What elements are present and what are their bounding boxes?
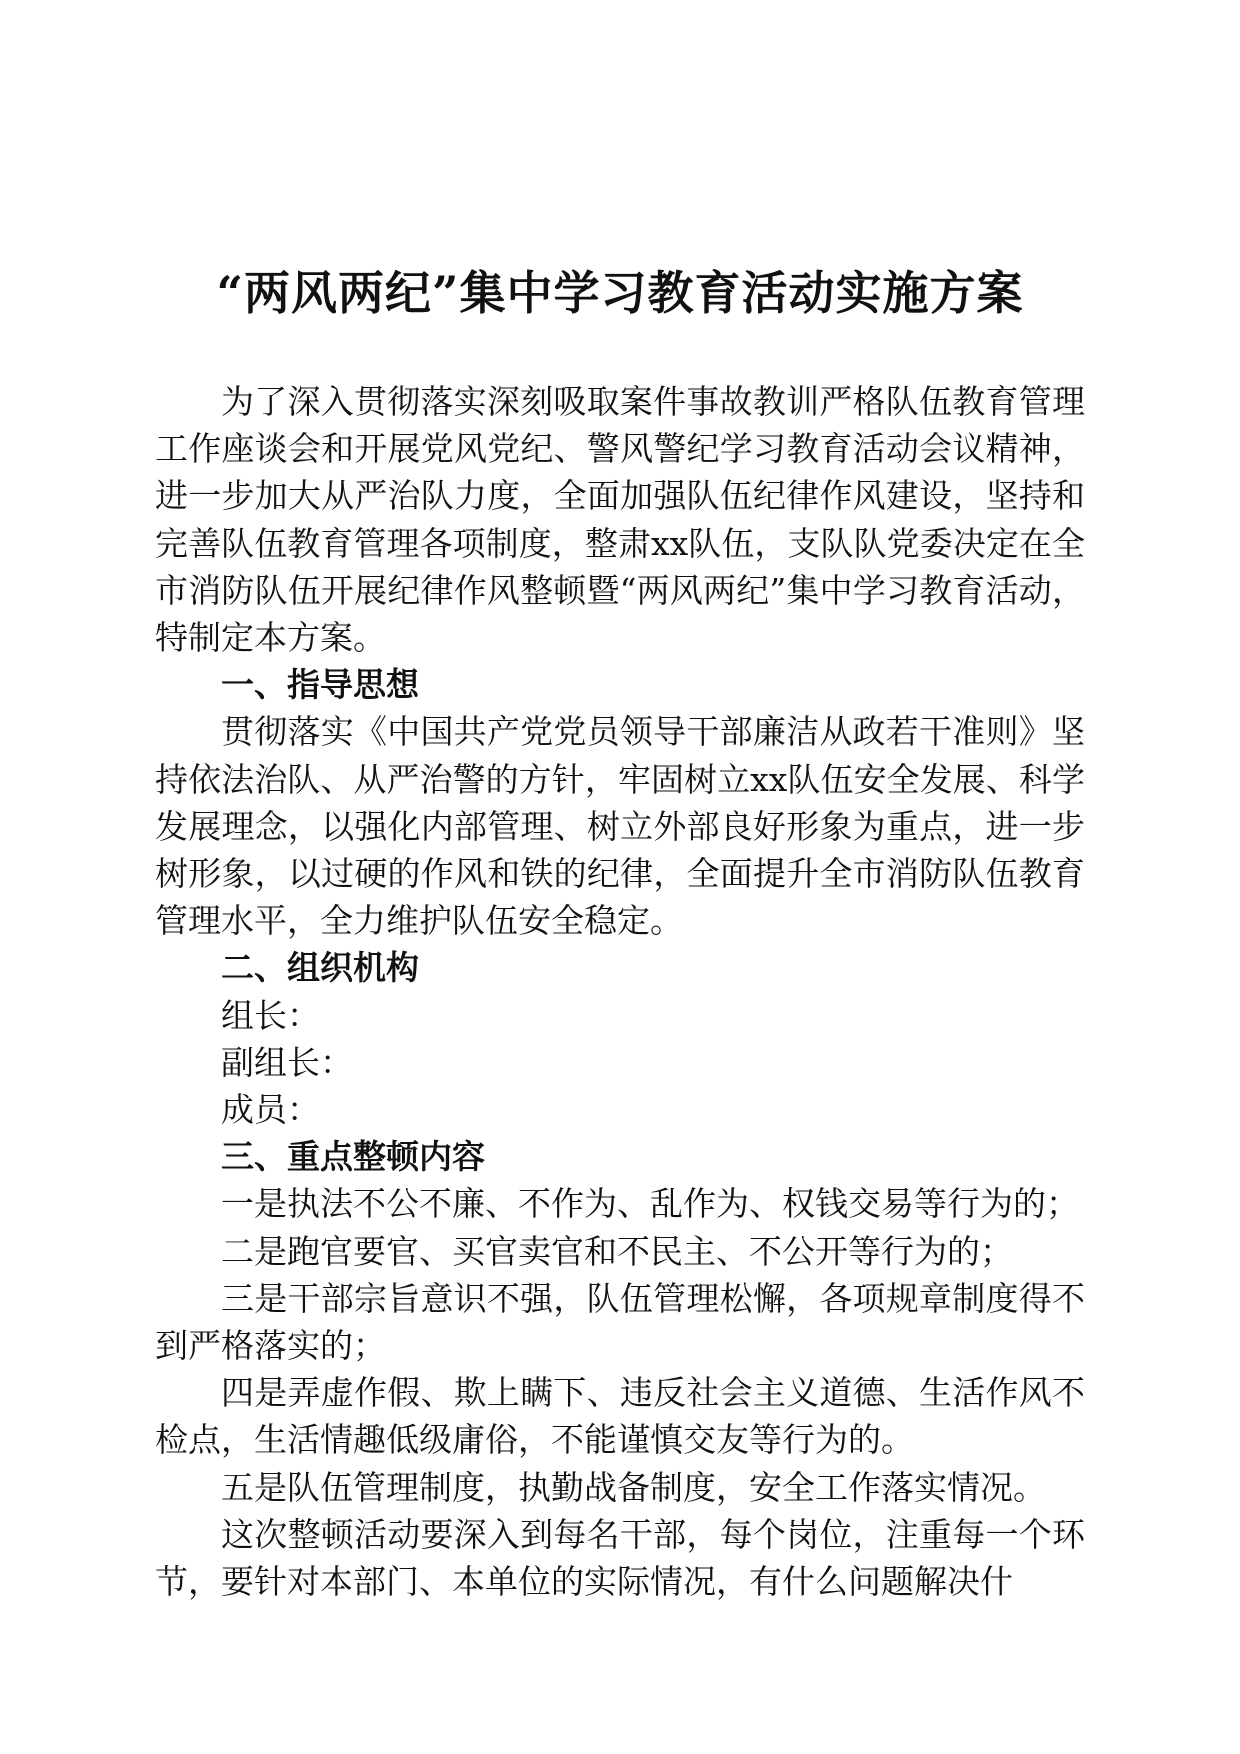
guiding-ideology-paragraph: 贯彻落实《中国共产党党员领导干部廉洁从政若干准则》坚持依法治队、从严治警的方针，牢固树立xx队伍安全发展、科学发展理念，以强化内部管理、树立外部良好形象为重点，进一步树形象，以过硬的作风和铁的纪律，全面提升全市消防队伍教育管理水平，全力维护队伍安全稳定。 xyxy=(155,712,1085,941)
section-heading-guiding-ideology: 一、指导思想 xyxy=(221,665,419,705)
intro-paragraph: 为了深入贯彻落实深刻吸取案件事故教训严格队伍教育管理工作座谈会和开展党风党纪、警风警纪学习教育活动会议精神，进一步加大从严治队力度，全面加强队伍纪律作风建设，坚持和完善队伍教育管理各项制度，整肃xx队伍，支队队党委决定在全市消防队伍开展纪律作风整顿暨“两风两纪”集中学习教育活动，特制定本方案。 xyxy=(155,382,1085,658)
document-title: “两风两纪”集中学习教育活动实施方案 xyxy=(216,266,1024,320)
document-body xyxy=(155,378,1085,1605)
org-members-line: 成员： xyxy=(221,1090,320,1130)
key-content-item-3: 三是干部宗旨意识不强，队伍管理松懈，各项规章制度得不到严格落实的； xyxy=(155,1278,1085,1366)
section-heading-organization: 二、组织机构 xyxy=(221,948,419,988)
key-content-item-4: 四是弄虚作假、欺上瞒下、违反社会主义道德、生活作风不检点，生活情趣低级庸俗，不能谨慎交友等行为的。 xyxy=(155,1373,1085,1460)
org-deputy-leader-line: 副组长： xyxy=(221,1042,353,1082)
key-content-item-1: 一是执法不公不廉、不作为、乱作为、权钱交易等行为的； xyxy=(221,1184,1079,1224)
org-leader-line: 组长： xyxy=(221,995,320,1035)
key-content-item-5: 五是队伍管理制度，执勤战备制度，安全工作落实情况。 xyxy=(221,1467,1046,1507)
key-content-item-2: 二是跑官要官、买官卖官和不民主、不公开等行为的； xyxy=(221,1231,1013,1271)
closing-paragraph: 这次整顿活动要深入到每名干部，每个岗位，注重每一个环节，要针对本部门、本单位的实际情况，有什么问题解决什 xyxy=(155,1514,1085,1602)
section-heading-key-content: 三、重点整顿内容 xyxy=(221,1137,485,1177)
